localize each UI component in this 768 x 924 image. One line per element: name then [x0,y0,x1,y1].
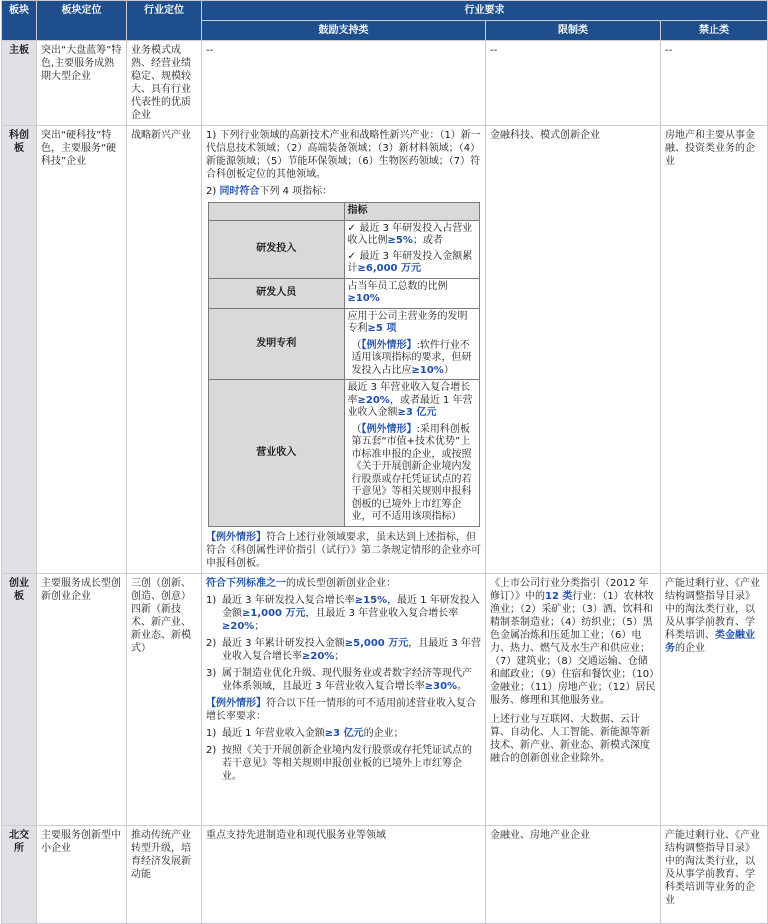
revenue-value-1: ≥20% [357,394,390,406]
c2-mid: ，且最近 3 年营业收入复合增长率 [222,637,481,662]
gem-exception-text: 符合以下任一情形的可不适用前述营业收入复合增长率要求： [206,697,476,722]
gem-restricted-pre: 《上市公司行业分类指引（2012 年修订）》中的 [490,577,649,602]
row-main-board [2,41,768,126]
patent-exception-post: ） [443,364,454,376]
rd2-value: ≥6,000 万元 [357,263,421,274]
star-final-exception [206,531,481,570]
c1-value-1: ≥15% [354,594,388,606]
board-name-bse: 北交所 [2,825,37,923]
gem-criterion-3: 3) 属于制造业优化升级、现代服务业或者数字经济等现代产业体系领域，且最近 3 年营业收入复合增长率≥30%。 [206,667,472,692]
check-icon: ✓ [347,250,356,262]
star-encouraged [202,126,486,574]
revenue-label: 营业收入 [209,380,345,527]
gem-exception-2: 2) 按照《关于开展创新企业境内发行股票或存托凭证试点的若干意见》等相关规则申报创业板的已境外上市红筹企业。 [206,744,481,783]
indicator-revenue: 营业收入 最近 3 年营业收入复合增长率≥20%，或者最近 1 年营业收入金额≥3 亿元 （【例外情形】:采用科创板第五套“市值+技术优势”上市标准申报的企业，或按照《关于开展创新企业境内发行股票或存托凭证试点的若干意见》等相关规则申报科创板的已境外上市红筹企业，可不适用该项指标） [209,380,480,527]
star-industry-position: 战略新兴产业 [127,126,202,574]
gem-exception-1: 1) 最近 1 年营业收入金额≥3 亿元的企业； [206,727,404,739]
gem-restricted-list [490,577,656,707]
header-industry-requirements: 行业要求 [202,1,768,21]
e2-text: 按照《关于开展创新企业境内发行股票或存托凭证试点的若干意见》等相关规则申报创业板的已境外上市红筹企业。 [222,744,472,782]
indicator-rd [209,220,480,278]
c2-post: ； [334,650,345,662]
staff-value: ≥10% [347,293,380,304]
c1-post: ； [254,620,265,632]
star-indicator-emphasis: 同时符合 [219,186,260,197]
star-final-tag: 【例外情形】 [206,531,266,543]
c1-mid-2: ，且最近 3 年营业收入复合增长率 [305,607,459,619]
star-indicator-num: 2) [206,186,217,197]
gem-restricted [486,573,661,825]
gem-exception-tag: 【例外情形】 [206,697,266,709]
gem-intro-rest: 的成长型创新创业企业： [286,577,396,589]
header-restricted: 限制类 [486,21,661,41]
indicator-patent: 发明专利 应用于公司主营业务的发明专利≥5 项 （【例外情形】:软件行业不适用该项指标的要求，但研发投入占比应≥10%） [209,308,480,380]
star-industry-fields: 1) 下列行业领域的高新技术产业和战略性新兴产业：（1）新一代信息技术领域；（2）高端装备领域；（3）新材料领域；（4）新能源领域；（5）节能环保领域；（6）生物医药领域；（7）符合科创板定位的其他领域。 [206,130,481,180]
staff-text: 占当年员工总数的比例 [347,280,448,292]
star-final-text: 符合上述行业领域要求，虽未达到上述指标，但符合《科创属性评价指引（试行）》第二条规定情形的企业亦可申报科创板。 [206,531,481,569]
bse-prohibited: 产能过剩行业、《产业结构调整指导目录》中的淘汰类行业，以及从事学前教育、学科类培训等业务的企业 [661,825,768,923]
gem-criterion-2: 2) 最近 3 年累计研发投入金额≥5,000 万元，且最近 3 年营业收入复合增长率≥20%； [206,637,481,662]
rd1-value: ≥5% [387,235,413,246]
main-restricted: -- [486,41,661,126]
bse-encouraged: 重点支持先进制造业和现代服务业等领域 [202,825,486,923]
rd1-post: ；或者 [412,235,443,246]
gem-restricted-post: 行业：（1）农林牧渔业；（2）采矿业；（3）酒、饮料和精制茶制造业；（4）纺织业；（5）黑色金属冶炼和压延加工业；（6）电力、热力、燃气及水生产和供应业；（7）建筑业；（8）交通运输、仓储和邮政业；（9）住宿和餐饮业；（10）金融业；（11）房地产业；（12）居民服务、修理和其他服务业。 [490,590,656,706]
board-name-main: 主板 [2,41,37,126]
c3-value: ≥30% [424,680,458,692]
star-restricted: 金融科技、模式创新企业 [486,126,661,574]
gem-industry-position: 三创（创新、创造、创意）四新（新技术、新产业、新业态、新模式） [127,573,202,825]
gem-intro-emphasis: 符合下列标准之一 [206,577,286,589]
patent-text: 应用于公司主营业务的发明专利 [347,310,468,334]
main-industry-position: 业务模式成熟、经营业绩稳定、规模较大、具有行业代表性的优质企业 [127,41,202,126]
main-positioning: 突出“大盘蓝筹”特色,主要服务成熟期大型企业 [37,41,127,126]
gem-restricted-exception: 上述行业与互联网、大数据、云计算、自动化、人工智能、新能源等新技术、新产业、新业态、新模式深度融合的创新创业企业除外。 [490,713,650,764]
gem-criterion-1: 1) 最近 3 年研发投入复合增长率≥15%，最近 1 年研发投入金额≥1,000 万元，且最近 3 年营业收入复合增长率≥20%； [206,594,480,632]
main-prohibited: -- [661,41,768,126]
patent-label: 发明专利 [209,308,345,380]
indicator-head: 指标 [344,203,480,221]
c1-value-3: ≥20% [222,620,255,632]
c2-value-2: ≥20% [302,650,335,662]
main-encouraged: -- [202,41,486,126]
row-gem [2,573,768,825]
gem-exception [206,697,481,723]
revenue-mid: ，或者最近 1 年营业收入金额 [347,394,473,418]
header-prohibited: 禁止类 [661,21,768,41]
e1-post: 的企业； [363,727,404,739]
c2-value-1: ≥5,000 万元 [344,637,409,649]
header-encouraged: 鼓励支持类 [202,21,486,41]
board-comparison-table [1,0,768,924]
gem-prohibited-post: 的企业 [675,642,705,654]
e1-text: 最近 1 年营业收入金额 [222,727,325,739]
gem-encouraged [202,573,486,825]
e1-value: ≥3 亿元 [324,727,364,739]
rd-label: 研发投入 [209,220,345,278]
c1-text: 最近 3 年研发投入复合增长率 [222,594,355,606]
patent-exception-text: :软件行业不适用该项指标的要求，但研发投入占比应 [351,339,472,376]
check-icon: ✓ [347,222,356,234]
gem-intro [206,577,481,590]
c2-text: 最近 3 年累计研发投入金额 [222,637,345,649]
c1-mid: ，最近 1 年研发投入金额 [222,594,480,619]
bse-positioning: 主要服务创新型中小企业 [37,825,127,923]
header-industry-position: 行业定位 [127,1,202,41]
revenue-exception-tag: 【例外情形】 [361,423,417,435]
star-indicator-rest: 下列 4 项指标： [259,186,333,197]
indicator-staff [209,278,480,308]
gem-prohibited-emphasis: 类金融业务 [665,629,755,654]
star-indicator-intro [206,185,481,198]
staff-label: 研发人员 [209,278,345,308]
patent-exception-value: ≥10% [411,364,444,376]
row-bse [2,825,768,923]
gem-prohibited [661,573,768,825]
star-prohibited: 房地产和主要从事金融、投资类业务的企业 [661,126,768,574]
board-name-gem: 创业板 [2,573,37,825]
c3-post: 。 [457,680,468,692]
gem-prohibited-pre: 产能过剩行业、《产业结构调整指导目录》中的淘汰类行业，以及从事学前教育、学科类培训、 [665,577,760,641]
revenue-text: 最近 3 年营业收入复合增长率 [347,382,471,406]
row-star-market [2,126,768,574]
revenue-value-2: ≥3 亿元 [397,407,437,418]
bse-industry-position: 推动传统产业转型升级，培育经济发展新动能 [127,825,202,923]
rd1-text: 最近 3 年研发投入占营业收入比例 [347,222,473,246]
c1-value-2: ≥1,000 万元 [242,607,306,619]
c3-text: 属于制造业优化升级、现代服务业或者数字经济等现代产业体系领域，且最近 3 年营业收入复合增长率 [222,667,472,692]
gem-restricted-count: 12 类 [545,590,573,602]
patent-value: ≥5 项 [367,323,397,334]
board-name-star: 科创板 [2,126,37,574]
header-positioning: 板块定位 [37,1,127,41]
star-indicator-table [208,202,480,527]
star-positioning: 突出“硬科技”特色，主要服务“硬科技”企业 [37,126,127,574]
bse-restricted: 金融业、房地产业企业 [486,825,661,923]
gem-positioning: 主要服务成长型创新创业企业 [37,573,127,825]
header-board: 板块 [2,1,37,41]
revenue-exception-text: :采用科创板第五套“市值+技术优势”上市标准申报的企业，或按照《关于开展创新企业境内发行股票或存托凭证试点的若干意见》等相关规则申报科创板的已境外上市红筹企业，可不适用该项指标） [351,423,472,522]
rd2-text: 最近 3 年研发投入金额累计 [347,250,473,274]
patent-exception-tag: 【例外情形】 [361,339,417,351]
